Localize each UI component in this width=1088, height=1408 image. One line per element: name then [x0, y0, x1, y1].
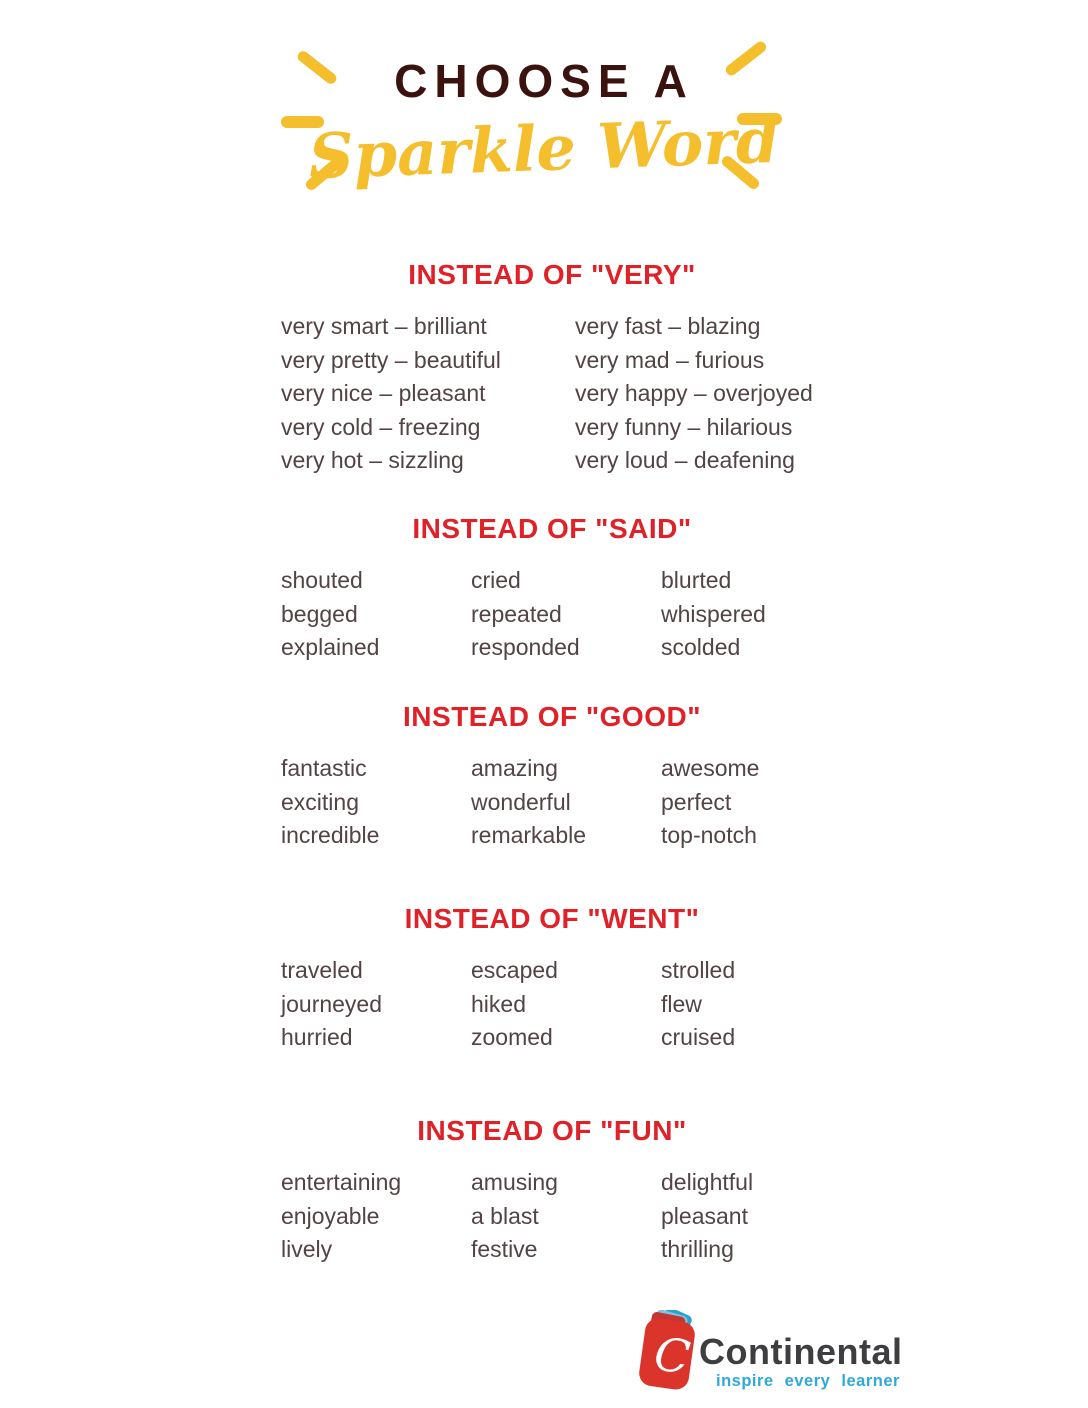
word-item: pleasant	[661, 1202, 748, 1229]
section-heading: INSTEAD OF "VERY"	[408, 259, 696, 290]
word-column	[281, 564, 471, 665]
word-item: very cold – freezing	[281, 413, 481, 440]
word-column	[661, 564, 823, 665]
word-columns	[281, 954, 823, 1055]
poster-title-line1: CHOOSE A	[394, 55, 694, 107]
word-item: incredible	[281, 822, 380, 848]
word-item: delightful	[661, 1169, 754, 1195]
word-item: very mad – furious	[575, 346, 765, 373]
word-columns	[281, 564, 823, 665]
section-instead-of-said	[281, 512, 823, 665]
section-instead-of-fun	[281, 1114, 823, 1267]
word-item: awesome	[661, 755, 760, 781]
word-column	[281, 954, 471, 1055]
section-heading: INSTEAD OF "SAID"	[412, 513, 692, 544]
word-item: very pretty – beautiful	[281, 346, 501, 373]
word-item: wonderful	[471, 788, 571, 815]
word-columns	[281, 752, 823, 853]
word-item: begged	[281, 600, 358, 627]
word-column	[661, 752, 823, 853]
word-item: whispered	[661, 600, 766, 627]
word-column	[281, 310, 575, 478]
word-item: blurted	[661, 567, 732, 593]
word-item: escaped	[471, 957, 558, 983]
word-column	[575, 310, 823, 478]
word-item: explained	[281, 634, 380, 660]
word-item: repeated	[471, 600, 562, 627]
word-item: traveled	[281, 957, 363, 983]
word-item: very hot – sizzling	[281, 447, 464, 473]
word-item: very nice – pleasant	[281, 380, 486, 406]
word-column	[471, 564, 661, 665]
word-item: lively	[281, 1236, 333, 1262]
word-item: zoomed	[471, 1024, 553, 1050]
word-item: very funny – hilarious	[575, 413, 793, 440]
word-columns	[281, 310, 823, 478]
word-item: responded	[471, 634, 580, 660]
word-item: amazing	[471, 755, 558, 781]
word-item: journeyed	[281, 990, 383, 1017]
word-item: cruised	[661, 1024, 736, 1050]
book-icon	[638, 1310, 702, 1396]
word-column	[471, 1166, 661, 1267]
word-column	[471, 752, 661, 853]
word-item: cried	[471, 567, 521, 593]
word-item: amusing	[471, 1169, 558, 1195]
word-item: very happy – overjoyed	[575, 380, 813, 406]
word-column	[281, 1166, 471, 1267]
word-item: entertaining	[281, 1169, 402, 1195]
word-column	[661, 954, 823, 1055]
word-item: remarkable	[471, 822, 587, 848]
word-item: very smart – brilliant	[281, 313, 487, 339]
word-item: exciting	[281, 788, 359, 815]
word-item: perfect	[661, 788, 732, 815]
word-item: shouted	[281, 567, 363, 593]
word-item: scolded	[661, 634, 741, 660]
word-item: hurried	[281, 1024, 353, 1050]
section-instead-of-good	[281, 700, 823, 853]
word-item: hiked	[471, 990, 526, 1017]
word-column	[661, 1166, 823, 1267]
word-item: fantastic	[281, 755, 367, 781]
svg-text:C: C	[650, 1326, 694, 1385]
section-heading: INSTEAD OF "FUN"	[417, 1115, 687, 1146]
poster-title-line2: Sparkle Word	[307, 103, 781, 194]
section-heading: INSTEAD OF "GOOD"	[403, 701, 701, 732]
brand-tagline: inspire every learner	[716, 1372, 900, 1390]
word-item: top-notch	[661, 822, 757, 848]
section-heading: INSTEAD OF "WENT"	[404, 903, 700, 934]
word-item: strolled	[661, 957, 736, 983]
word-item: thrilling	[661, 1236, 734, 1262]
word-item: very fast – blazing	[575, 313, 761, 339]
word-item: a blast	[471, 1202, 539, 1229]
word-column	[281, 752, 471, 853]
section-instead-of-very	[281, 258, 823, 478]
section-instead-of-went	[281, 902, 823, 1055]
word-item: festive	[471, 1236, 538, 1262]
brand-name: Continental	[699, 1331, 903, 1372]
word-columns	[281, 1166, 823, 1267]
word-item: enjoyable	[281, 1202, 380, 1229]
word-item: very loud – deafening	[575, 447, 795, 473]
word-column	[471, 954, 661, 1055]
word-item: flew	[661, 990, 702, 1017]
